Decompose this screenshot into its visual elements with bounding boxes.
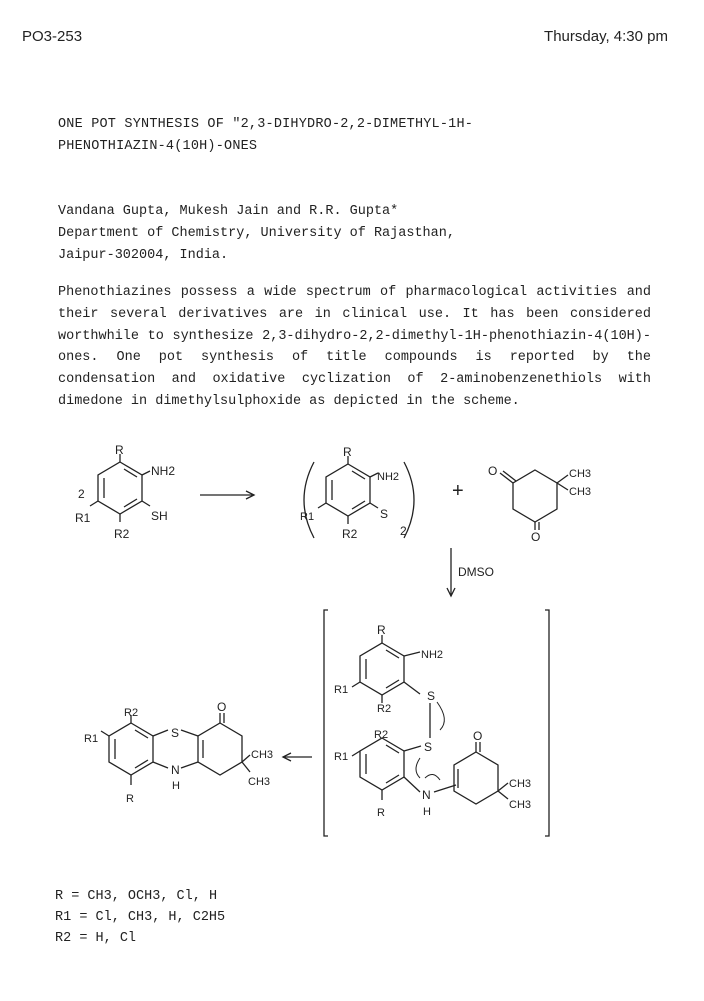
paper-code: PO3-253 bbox=[22, 28, 83, 45]
upper-label-nh2: NH2 bbox=[421, 649, 444, 661]
dimedone-methyl-2: CH3 bbox=[569, 486, 592, 498]
lower-label-r2: R2 bbox=[374, 729, 389, 741]
substituent-r2-label: R2 bbox=[55, 931, 72, 946]
lower-label-s: S bbox=[424, 740, 433, 754]
product-label-n: N bbox=[171, 763, 180, 777]
lower-label-h: H bbox=[423, 806, 431, 818]
label-r: R bbox=[115, 443, 124, 457]
upper-label-r2: R2 bbox=[377, 703, 392, 715]
label-r1: R1 bbox=[75, 511, 91, 525]
product-label-h: H bbox=[172, 780, 180, 792]
reaction-arrow-1 bbox=[200, 491, 254, 499]
lower-label-r1: R1 bbox=[334, 751, 349, 763]
substituent-r-values: = CH3, OCH3, Cl, H bbox=[71, 889, 218, 904]
abstract bbox=[58, 282, 651, 413]
upper-label-r1: R1 bbox=[334, 684, 349, 696]
affiliation-line-1: Department of Chemistry, University of Rajasthan, bbox=[58, 226, 455, 241]
disulfide-structure bbox=[300, 445, 414, 541]
dimer-label-nh2: NH2 bbox=[377, 471, 400, 483]
intermediate-enone-ring bbox=[454, 729, 531, 811]
plus-sign: + bbox=[452, 480, 464, 502]
enone-oxygen: O bbox=[473, 729, 483, 743]
enone-methyl-2: CH3 bbox=[509, 799, 532, 811]
product-methyl-2: CH3 bbox=[248, 776, 271, 788]
intermediate-lower-ring bbox=[334, 729, 456, 819]
dimedone-oxygen-2: O bbox=[531, 530, 541, 544]
dmso-arrow bbox=[447, 548, 494, 596]
reaction-scheme bbox=[0, 440, 704, 880]
label-position-2: 2 bbox=[78, 487, 85, 501]
lower-label-nh: N bbox=[422, 788, 431, 802]
title-line-1: ONE POT SYNTHESIS OF "2,3-DIHYDRO-2,2-DIMETHYL-1H- bbox=[58, 117, 474, 132]
substituent-r1 bbox=[55, 907, 225, 928]
product-label-s: S bbox=[171, 726, 180, 740]
product-label-o: O bbox=[217, 700, 227, 714]
product-structure bbox=[84, 700, 273, 805]
dimer-label-r: R bbox=[343, 445, 352, 459]
affiliation-line-2: Jaipur-302004, India. bbox=[58, 248, 229, 263]
abstract-text: Phenothiazines possess a wide spectrum of pharmacological activities and their several derivatives are in clinical use. It has been considered worthwhile to synthesize 2,3-dihydro-2,2-dimethyl-1H-phenothiazin-4(10H)-ones. One pot synthesis of title compounds is reported by the condensation and oxidative cyclization of 2-aminobenzenethiols with dimedone in dimethylsulphoxide as depicted in the scheme. bbox=[58, 285, 651, 409]
dimer-label-r1: R1 bbox=[300, 511, 315, 523]
aminothiol-structure bbox=[75, 443, 175, 541]
product-arrow bbox=[283, 753, 312, 761]
label-nh2: NH2 bbox=[151, 464, 176, 478]
substituent-r1-label: R1 bbox=[55, 910, 72, 925]
author-block bbox=[58, 201, 455, 267]
label-r2: R2 bbox=[114, 527, 130, 541]
dimer-label-s: S bbox=[380, 507, 389, 521]
substituent-r2-values: = H, Cl bbox=[79, 931, 137, 946]
title-line-2: PHENOTHIAZIN-4(10H)-ONES bbox=[58, 139, 258, 154]
dimedone-structure bbox=[488, 464, 591, 544]
intermediate-upper-ring bbox=[334, 623, 443, 715]
dimedone-methyl-1: CH3 bbox=[569, 468, 592, 480]
substituent-r bbox=[55, 886, 225, 907]
dmso-label: DMSO bbox=[458, 565, 494, 579]
enone-methyl-1: CH3 bbox=[509, 778, 532, 790]
session-time: Thursday, 4:30 pm bbox=[544, 28, 668, 45]
dimer-subscript-2: 2 bbox=[400, 524, 407, 538]
product-label-r: R bbox=[126, 793, 134, 805]
author-names: Vandana Gupta, Mukesh Jain and R.R. Gupta* bbox=[58, 204, 399, 219]
substituent-r-label: R bbox=[55, 889, 64, 904]
dimedone-oxygen-1: O bbox=[488, 464, 498, 478]
product-label-r2: R2 bbox=[124, 707, 139, 719]
product-methyl-1: CH3 bbox=[251, 749, 274, 761]
lower-label-r: R bbox=[377, 807, 385, 819]
upper-label-r: R bbox=[377, 623, 386, 637]
label-sh: SH bbox=[151, 509, 168, 523]
substituent-list bbox=[55, 886, 225, 949]
substituent-r2 bbox=[55, 928, 225, 949]
paper-title bbox=[58, 114, 473, 158]
dimer-label-r2: R2 bbox=[342, 527, 358, 541]
substituent-r1-values: = Cl, CH3, H, C2H5 bbox=[79, 910, 226, 925]
upper-label-s: S bbox=[427, 689, 436, 703]
product-label-r1: R1 bbox=[84, 733, 99, 745]
